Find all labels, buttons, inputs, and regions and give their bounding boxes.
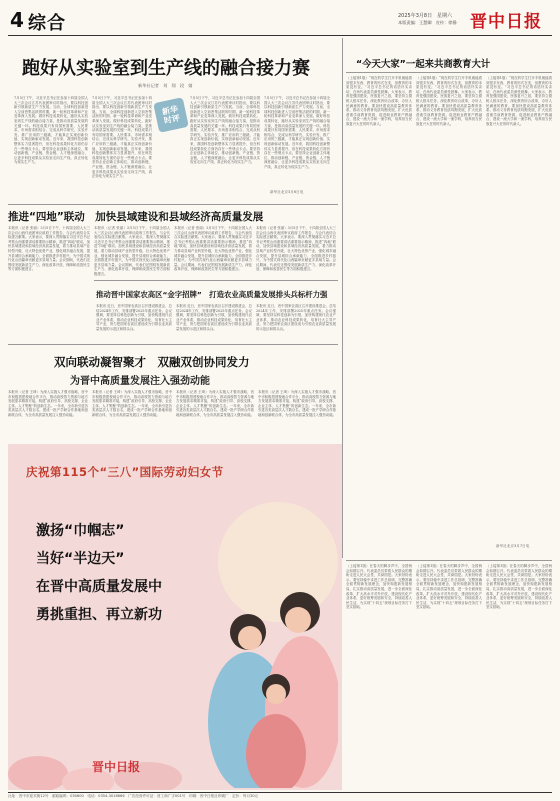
story-a-body-col1: 本报讯（记者 张丽）3月5日下午，十四届全国人大三次会议山西代表团审议政府工作报告，与会代表结合实际建言献策。大家表示，要深入贯彻落实习近平总书记考察山西重要讲话重要指示精神，推进“四地”联动，加快县域建设和县域经济高质量发展，着力推动县域产业转型升级，壮大特色优势产业，强化城乡融合发展，提升县城综合承载能力，全面推进乡村振兴，为中国式现代化山西篇章贡献更多县域力量。会议期间，代表们还围绕发展新质生产力、深化改革开放、保障和改善民生等方面积极建言。	[8, 226, 90, 272]
page-number: 4	[10, 8, 24, 32]
banner-line-1: 激扬“巾帼志”	[36, 523, 125, 539]
story-b-headline: 推动晋中国家农高区“金字招牌” 打造农业高质量发展排头兵标杆力强	[96, 290, 328, 299]
banner-newspaper-logo: 晋中日报	[92, 760, 141, 774]
commentary-badge-label: 新华时评	[161, 104, 181, 126]
issue-date: 2025年3月8日	[398, 13, 433, 19]
continuation-body-col2: （上接第1版）在春天的脚步声中，全国两会如期召开。代表委员们带着人民群众的期盼走进人民大会堂，共商国是。大家纷纷表示，要坚持稳中求进工作总基调，完整准确全面贯彻新发展理念，加快构建新发展格局，扎实推动高质量发展，进一步全面深化改革，扩大高水平对外开放，建设现代化产业体系，更好统筹发展和安全，持续改善人民生活，为实现“十四五”规划目标任务打下坚实基础。	[416, 564, 482, 610]
story-a-body-col2: 本报讯（记者 张丽）3月5日下午，十四届全国人大三次会议山西代表团审议政府工作报告，与会代表结合实际建言献策。大家表示，要深入贯彻落实习近平总书记考察山西重要讲话重要指示精神，推进“四地”联动，加快县域建设和县域经济高质量发展，着力推动县域产业转型升级，壮大特色优势产业，强化城乡融合发展，提升县城综合承载能力，全面推进乡村振兴，为中国式现代化山西篇章贡献更多县域力量。会议期间，代表们还围绕发展新质生产力、深化改革开放、保障和改善民生等方面积极建言。	[94, 226, 170, 276]
lead-bottom-divider	[8, 204, 338, 205]
story-b-body-col3: 本报讯 近日，晋中国家农高区召开建设推进会，总结2024年工作，安排部署2025年重点任务。会议强调，要坚持以科技创新为引领，加快构建现代农业产业体系，推动农业科技成果转化，培育壮大主导产业，努力把国家农高区建设成为引领农业高质量发展的示范区和排头兵。	[256, 304, 336, 331]
education-body-col2: （上接第1版）“现在的学生打开手机就能看到很多东西，教育的形式在变，但教育的本质没有变。”习近平总书记的话语朴实亲切，在场代表委员深受鼓舞。大家表示，教育是强国建设、民族复兴之基，要坚持立德树人根本任务，深化教育综合改革，办好人民满意的教育。要加快建设高质量教育体系，推动义务教育优质均衡发展，扩大优质普惠学前教育资源，促进职业教育产教融合，建设一流大学和一流学科，培养担当民族复兴大任的时代新人。	[416, 76, 482, 126]
lead-body-col1: 7月5日下午，习近平总书记在参加十四届全国人大三次会议江苏代表团审议时指出，要以科技创新引领新质生产力发展。当前，全球科技创新进入空前密集活跃的时期，新一轮科技革命和产业变革深入发展。做好科技成果转化，跑好从实验室到生产线的融合接力赛，是推动高质量发展的关键一环。科技成果只有同国家需要、人民要求、市场需求相结合，完成从科学研究、实验开发、推广应用的三级跳，才能真正实现创新价值、实现创新驱动发展。近年来，我国科技创新整体实力显著提升，但在科技成果转化方面仍存在一些堵点卡点。要坚持企业创新主体地位，推动创新链、产业链、资金链、人才链深度融合，让更多科技成果从实验室走向生产线，真正转化为现实生产力。	[14, 96, 88, 165]
story-b-body-col2: 本报讯 近日，晋中国家农高区召开建设推进会，总结2024年工作，安排部署2025年重点任务。会议强调，要坚持以科技创新为引领，加快构建现代农业产业体系，推动农业科技成果转化，培育壮大主导产业，努力把国家农高区建设成为引领农业高质量发展的示范区和排头兵。	[176, 304, 252, 331]
lead-headline: 跑好从实验室到生产线的融合接力赛	[22, 58, 310, 79]
banner-line-2: 当好“半边天”	[36, 551, 125, 567]
lead-body-col3: 7月5日下午，习近平总书记在参加十四届全国人大三次会议江苏代表团审议时指出，要以科技创新引领新质生产力发展。当前，全球科技创新进入空前密集活跃的时期，新一轮科技革命和产业变革深入发展。做好科技成果转化，跑好从实验室到生产线的融合接力赛，是推动高质量发展的关键一环。科技成果只有同国家需要、人民要求、市场需求相结合，完成从科学研究、实验开发、推广应用的三级跳，才能真正实现创新价值、实现创新驱动发展。近年来，我国科技创新整体实力显著提升，但在科技成果转化方面仍存在一些堵点卡点。要坚持企业创新主体地位，推动创新链、产业链、资金链、人才链深度融合，让更多科技成果从实验室走向生产线，真正转化为现实生产力。	[190, 96, 260, 165]
masthead-divider	[8, 35, 552, 36]
lead-byline: 新华社记者 刘 翔 段 婧	[138, 83, 193, 88]
story-talent	[8, 346, 338, 442]
footer-divider	[8, 792, 552, 793]
story-agri-zone	[94, 280, 338, 342]
story-county-economy	[8, 206, 338, 278]
story-c-body-col4: 本报讯（记者 王琦）为深入实施人才强市战略，晋中市积极搭建校地合作平台，推动高校智力资源与地方发展需求精准对接，构建“政府引导、高校支撑、企业主体、人才集聚”的创新生态。一年来，全市新引进各类高层次人才数百名，建成一批产学研合作基地和创新联合体，为全市高质量发展注入强劲动能。	[258, 390, 336, 417]
story-c-body-col2: 本报讯（记者 王琦）为深入实施人才强市战略，晋中市积极搭建校地合作平台，推动高校智力资源与地方发展需求精准对接，构建“政府引导、高校支撑、企业主体、人才集聚”的创新生态。一年来，全市新引进各类高层次人才数百名，建成一批产学研合作基地和创新联合体，为全市高质量发展注入强劲动能。	[92, 390, 172, 417]
story-c-headline: 双向联动凝智聚才 双融双创协同发力	[54, 355, 250, 369]
continuation-body-col1: （上接第1版）在春天的脚步声中，全国两会如期召开。代表委员们带着人民群众的期盼走进人民大会堂，共商国是。大家纷纷表示，要坚持稳中求进工作总基调，完整准确全面贯彻新发展理念，加快构建新发展格局，扎实推动高质量发展，进一步全面深化改革，扩大高水平对外开放，建设现代化产业体系，更好统筹发展和安全，持续改善人民生活，为实现“十四五”规划目标任务打下坚实基础。	[346, 564, 412, 610]
right-column-divider	[342, 38, 343, 558]
continuation-body-col3: （上接第1版）在春天的脚步声中，全国两会如期召开。代表委员们带着人民群众的期盼走进人民大会堂，共商国是。大家纷纷表示，要坚持稳中求进工作总基调，完整准确全面贯彻新发展理念，加快构建新发展格局，扎实推动高质量发展，进一步全面深化改革，扩大高水平对外开放，建设现代化产业体系，更好统筹发展和安全，持续改善人民生活，为实现“十四五”规划目标任务打下坚实基础。	[486, 564, 552, 610]
education-body-col1: （上接第1版）“现在的学生打开手机就能看到很多东西，教育的形式在变，但教育的本质没有变。”习近平总书记的话语朴实亲切，在场代表委员深受鼓舞。大家表示，教育是强国建设、民族复兴之基，要坚持立德树人根本任务，深化教育综合改革，办好人民满意的教育。要加快建设高质量教育体系，推动义务教育优质均衡发展，扩大优质普惠学前教育资源，促进职业教育产教融合，建设一流大学和一流学科，培养担当民族复兴大任的时代新人。	[346, 76, 412, 126]
banner-line-3: 在晋中高质量发展中	[36, 579, 162, 595]
lead-body-col2: 7月5日下午，习近平总书记在参加十四届全国人大三次会议江苏代表团审议时指出，要以科技创新引领新质生产力发展。当前，全球科技创新进入空前密集活跃的时期，新一轮科技革命和产业变革深入发展。做好科技成果转化，跑好从实验室到生产线的融合接力赛，是推动高质量发展的关键一环。科技成果只有同国家需要、人民要求、市场需求相结合，完成从科学研究、实验开发、推广应用的三级跳，才能真正实现创新价值、实现创新驱动发展。近年来，我国科技创新整体实力显著提升，但在科技成果转化方面仍存在一些堵点卡点。要坚持企业创新主体地位，推动创新链、产业链、资金链、人才链深度融合，让更多科技成果从实验室走向生产线，真正转化为现实生产力。	[92, 96, 152, 179]
education-headline-underline	[346, 72, 552, 73]
commentary-badge	[153, 97, 189, 133]
lead-article	[8, 38, 338, 200]
story-a-body-col3: 本报讯（记者 张丽）3月5日下午，十四届全国人大三次会议山西代表团审议政府工作报告，与会代表结合实际建言献策。大家表示，要深入贯彻落实习近平总书记考察山西重要讲话重要指示精神，推进“四地”联动，加快县域建设和县域经济高质量发展，着力推动县域产业转型升级，壮大特色优势产业，强化城乡融合发展，提升县城综合承载能力，全面推进乡村振兴，为中国式现代化山西篇章贡献更多县域力量。会议期间，代表们还围绕发展新质生产力、深化改革开放、保障和改善民生等方面积极建言。	[174, 226, 252, 272]
womens-day-banner	[8, 444, 342, 790]
lead-dateline: 新华社北京3月6日电	[270, 190, 304, 194]
masthead	[0, 0, 560, 38]
education-dateline: 新华社北京3月7日电	[496, 544, 530, 548]
footer-info: 社址：晋中市迎宾街12号 邮政编码：030600 电话：0354-3016666 广告经营许可证：晋工商广字001号 印刷：晋中日报社印刷厂 定价：每月30元	[8, 794, 259, 798]
education-column	[346, 38, 552, 558]
story-b-body-col1: 本报讯 近日，晋中国家农高区召开建设推进会，总结2024年工作，安排部署2025年重点任务。会议强调，要坚持以科技创新为引领，加快构建现代农业产业体系，推动农业科技成果转化，培育壮大主导产业，努力把国家农高区建设成为引领农业高质量发展的示范区和排头兵。	[96, 304, 172, 331]
issue-weekday: 星期六	[437, 13, 453, 19]
education-body-col3: （上接第1版）“现在的学生打开手机就能看到很多东西，教育的形式在变，但教育的本质没有变。”习近平总书记的话语朴实亲切，在场代表委员深受鼓舞。大家表示，教育是强国建设、民族复兴之基，要坚持立德树人根本任务，深化教育综合改革，办好人民满意的教育。要加快建设高质量教育体系，推动义务教育优质均衡发展，扩大优质普惠学前教育资源，促进职业教育产教融合，建设一流大学和一流学科，培养担当民族复兴大任的时代新人。	[486, 76, 552, 126]
story-a-body-col4: 本报讯（记者 张丽）3月5日下午，十四届全国人大三次会议山西代表团审议政府工作报告，与会代表结合实际建言献策。大家表示，要深入贯彻落实习近平总书记考察山西重要讲话重要指示精神，推进“四地”联动，加快县域建设和县域经济高质量发展，着力推动县域产业转型升级，壮大特色优势产业，强化城乡融合发展，提升县城综合承载能力，全面推进乡村振兴，为中国式现代化山西篇章贡献更多县域力量。会议期间，代表们还围绕发展新质生产力、深化改革开放、保障和改善民生等方面积极建言。	[256, 226, 336, 272]
story-a-headline: 推进“四地”联动 加快县域建设和县域经济高质量发展	[8, 211, 264, 223]
story-c-body-col3: 本报讯（记者 王琦）为深入实施人才强市战略，晋中市积极搭建校地合作平台，推动高校智力资源与地方发展需求精准对接，构建“政府引导、高校支撑、企业主体、人才集聚”的创新生态。一年来，全市新引进各类高层次人才数百名，建成一批产学研合作基地和创新联合体，为全市高质量发展注入强劲动能。	[176, 390, 254, 417]
section-title: 综合	[28, 13, 66, 34]
story-b-bottom-divider	[8, 344, 338, 345]
continuation-top-divider	[346, 560, 552, 561]
lead-body-col4: 7月5日下午，习近平总书记在参加十四届全国人大三次会议江苏代表团审议时指出，要以科技创新引领新质生产力发展。当前，全球科技创新进入空前密集活跃的时期，新一轮科技革命和产业变革深入发展。做好科技成果转化，跑好从实验室到生产线的融合接力赛，是推动高质量发展的关键一环。科技成果只有同国家需要、人民要求、市场需求相结合，完成从科学研究、实验开发、推广应用的三级跳，才能真正实现创新价值、实现创新驱动发展。近年来，我国科技创新整体实力显著提升，但在科技成果转化方面仍存在一些堵点卡点。要坚持企业创新主体地位，推动创新链、产业链、资金链、人才链深度融合，让更多科技成果从实验室走向生产线，真正转化为现实生产力。	[264, 96, 330, 169]
education-headline: “今天大家”一起来共商教育大计	[356, 59, 491, 70]
newspaper-logo: 晋中日报	[470, 12, 542, 32]
story-c-subheadline: 为晋中高质量发展注入强劲动能	[70, 376, 210, 387]
banner-line-4: 勇挑重担、再立新功	[36, 607, 162, 623]
banner-festival-title: 庆祝第115个“三八”国际劳动妇女节	[26, 465, 224, 479]
story-c-body-col1: 本报讯（记者 王琦）为深入实施人才强市战略，晋中市积极搭建校地合作平台，推动高校智力资源与地方发展需求精准对接，构建“政府引导、高校支撑、企业主体、人才集聚”的创新生态。一年来，全市新引进各类高层次人才数百名，建成一批产学研合作基地和创新联合体，为全市高质量发展注入强劲动能。	[8, 390, 88, 417]
story-b-top-divider	[94, 280, 338, 281]
editor-credits: 本版责编：王慧卿 宣传：徐静	[398, 20, 457, 25]
continuation-article	[346, 560, 552, 790]
